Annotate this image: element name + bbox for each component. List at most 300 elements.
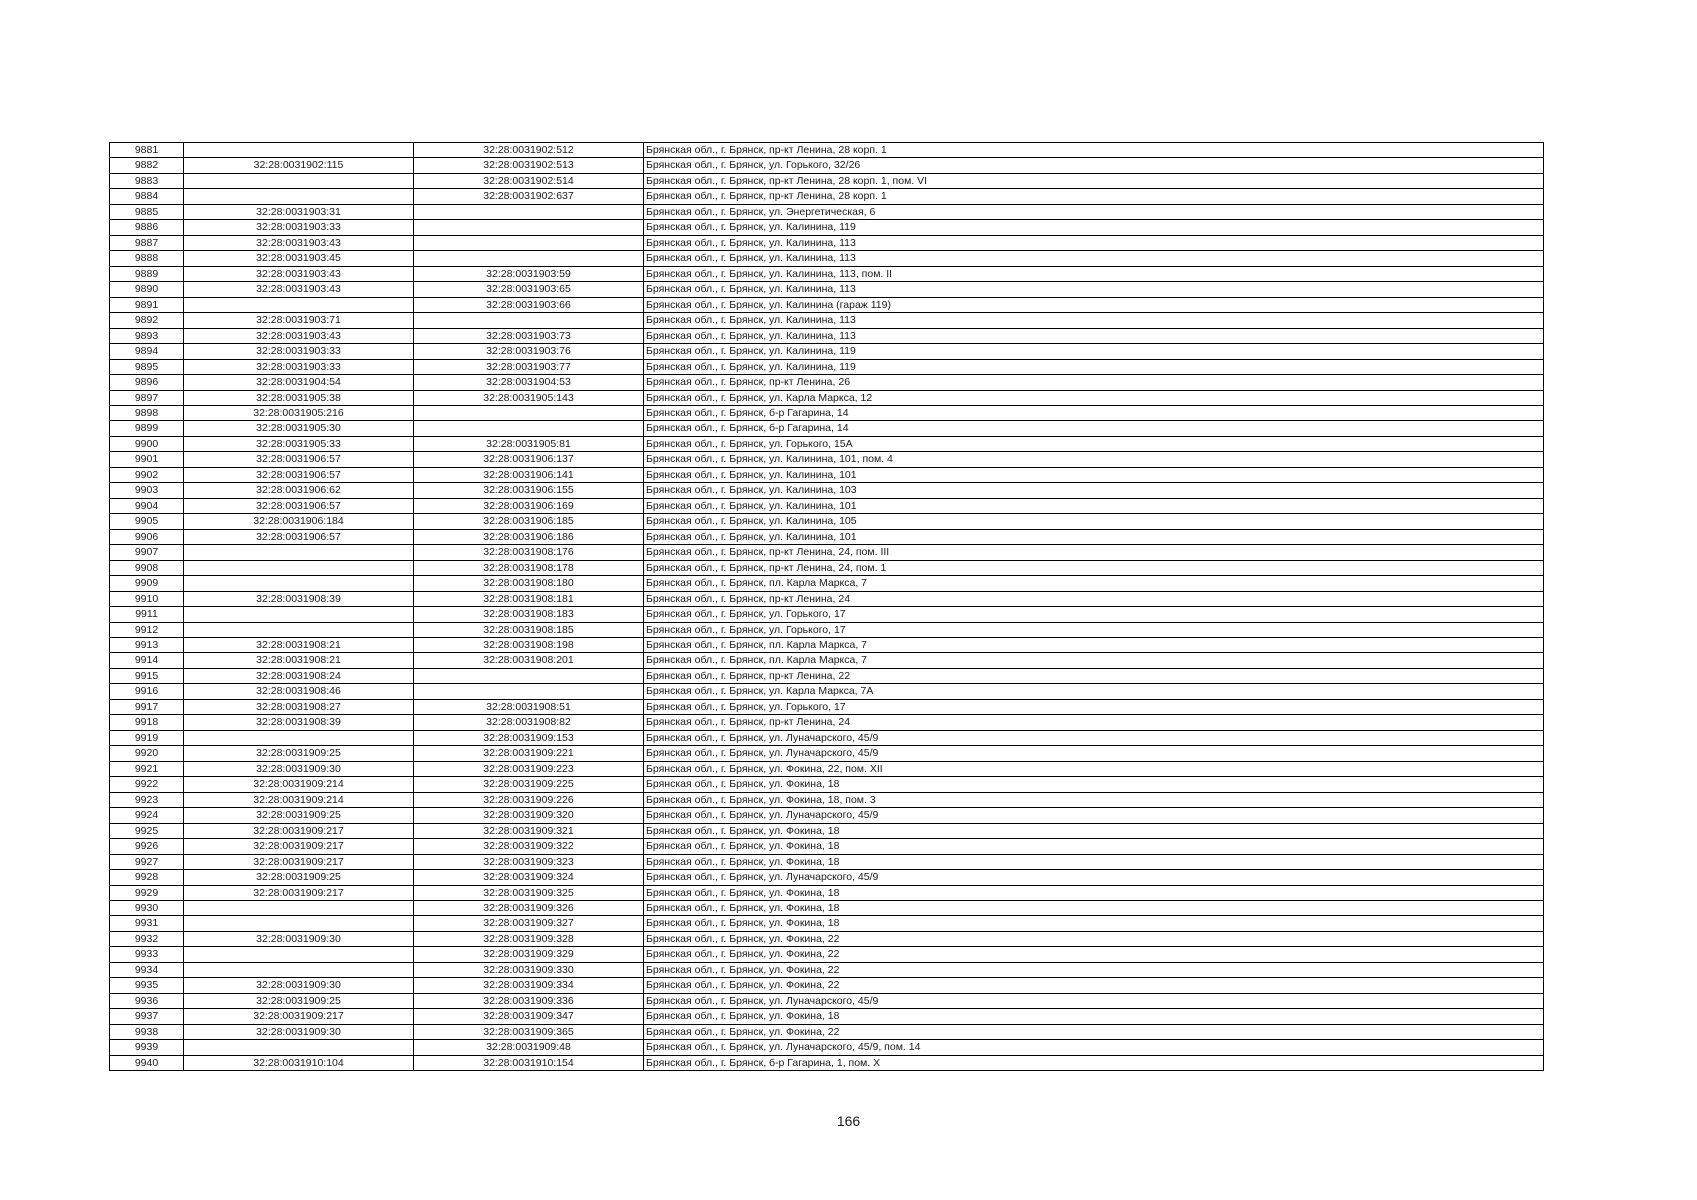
address-cell: Брянская обл., г. Брянск, ул. Калинина, 101 bbox=[644, 529, 1544, 544]
table-row bbox=[110, 344, 1544, 359]
land-cadastral-number-cell: 32:28:0031903:43 bbox=[184, 328, 414, 343]
table-row bbox=[110, 916, 1544, 931]
object-cadastral-number-cell bbox=[414, 405, 644, 420]
address-cell: Брянская обл., г. Брянск, ул. Калинина, 119 bbox=[644, 359, 1544, 374]
row-number-cell: 9935 bbox=[110, 978, 184, 993]
address-cell: Брянская обл., г. Брянск, ул. Фокина, 18 bbox=[644, 885, 1544, 900]
land-cadastral-number-cell: 32:28:0031909:30 bbox=[184, 1024, 414, 1039]
table-row bbox=[110, 143, 1544, 158]
land-cadastral-number-cell: 32:28:0031903:43 bbox=[184, 282, 414, 297]
address-cell: Брянская обл., г. Брянск, ул. Луначарского, 45/9 bbox=[644, 746, 1544, 761]
address-cell: Брянская обл., г. Брянск, ул. Энергетическая, 6 bbox=[644, 204, 1544, 219]
registry-table bbox=[109, 142, 1544, 1071]
object-cadastral-number-cell: 32:28:0031908:180 bbox=[414, 576, 644, 591]
land-cadastral-number-cell: 32:28:0031904:54 bbox=[184, 375, 414, 390]
row-number-cell: 9931 bbox=[110, 916, 184, 931]
row-number-cell: 9914 bbox=[110, 653, 184, 668]
address-cell: Брянская обл., г. Брянск, пл. Карла Маркса, 7 bbox=[644, 638, 1544, 653]
object-cadastral-number-cell: 32:28:0031908:51 bbox=[414, 699, 644, 714]
row-number-cell: 9923 bbox=[110, 792, 184, 807]
registry-table-body bbox=[110, 143, 1544, 1071]
table-row bbox=[110, 390, 1544, 405]
object-cadastral-number-cell: 32:28:0031908:185 bbox=[414, 622, 644, 637]
table-row bbox=[110, 684, 1544, 699]
land-cadastral-number-cell: 32:28:0031906:62 bbox=[184, 483, 414, 498]
object-cadastral-number-cell: 32:28:0031908:198 bbox=[414, 638, 644, 653]
table-row bbox=[110, 452, 1544, 467]
row-number-cell: 9919 bbox=[110, 730, 184, 745]
land-cadastral-number-cell: 32:28:0031908:39 bbox=[184, 591, 414, 606]
row-number-cell: 9915 bbox=[110, 668, 184, 683]
land-cadastral-number-cell: 32:28:0031906:57 bbox=[184, 452, 414, 467]
object-cadastral-number-cell: 32:28:0031909:223 bbox=[414, 761, 644, 776]
row-number-cell: 9891 bbox=[110, 297, 184, 312]
row-number-cell: 9911 bbox=[110, 607, 184, 622]
row-number-cell: 9926 bbox=[110, 839, 184, 854]
object-cadastral-number-cell: 32:28:0031909:347 bbox=[414, 1009, 644, 1024]
table-row bbox=[110, 777, 1544, 792]
table-row bbox=[110, 699, 1544, 714]
address-cell: Брянская обл., г. Брянск, ул. Калинина, 113 bbox=[644, 328, 1544, 343]
land-cadastral-number-cell bbox=[184, 560, 414, 575]
address-cell: Брянская обл., г. Брянск, пр-кт Ленина, 24 bbox=[644, 591, 1544, 606]
address-cell: Брянская обл., г. Брянск, пр-кт Ленина, 28 корп. 1 bbox=[644, 189, 1544, 204]
address-cell: Брянская обл., г. Брянск, ул. Фокина, 22 bbox=[644, 1024, 1544, 1039]
address-cell: Брянская обл., г. Брянск, ул. Фокина, 18 bbox=[644, 839, 1544, 854]
table-row bbox=[110, 839, 1544, 854]
table-row bbox=[110, 715, 1544, 730]
address-cell: Брянская обл., г. Брянск, ул. Калинина, 119 bbox=[644, 344, 1544, 359]
object-cadastral-number-cell: 32:28:0031909:322 bbox=[414, 839, 644, 854]
object-cadastral-number-cell: 32:28:0031909:329 bbox=[414, 947, 644, 962]
land-cadastral-number-cell: 32:28:0031905:33 bbox=[184, 436, 414, 451]
table-row bbox=[110, 313, 1544, 328]
table-row bbox=[110, 808, 1544, 823]
land-cadastral-number-cell: 32:28:0031910:104 bbox=[184, 1055, 414, 1070]
land-cadastral-number-cell: 32:28:0031905:216 bbox=[184, 405, 414, 420]
table-row bbox=[110, 1055, 1544, 1070]
row-number-cell: 9904 bbox=[110, 498, 184, 513]
row-number-cell: 9921 bbox=[110, 761, 184, 776]
address-cell: Брянская обл., г. Брянск, ул. Карла Маркса, 7А bbox=[644, 684, 1544, 699]
land-cadastral-number-cell: 32:28:0031908:27 bbox=[184, 699, 414, 714]
land-cadastral-number-cell: 32:28:0031909:217 bbox=[184, 854, 414, 869]
table-row bbox=[110, 1024, 1544, 1039]
table-row bbox=[110, 266, 1544, 281]
land-cadastral-number-cell bbox=[184, 962, 414, 977]
object-cadastral-number-cell: 32:28:0031909:365 bbox=[414, 1024, 644, 1039]
row-number-cell: 9902 bbox=[110, 467, 184, 482]
table-row bbox=[110, 653, 1544, 668]
table-row bbox=[110, 591, 1544, 606]
land-cadastral-number-cell bbox=[184, 607, 414, 622]
object-cadastral-number-cell: 32:28:0031906:186 bbox=[414, 529, 644, 544]
address-cell: Брянская обл., г. Брянск, ул. Фокина, 18, пом. 3 bbox=[644, 792, 1544, 807]
row-number-cell: 9893 bbox=[110, 328, 184, 343]
object-cadastral-number-cell bbox=[414, 251, 644, 266]
address-cell: Брянская обл., г. Брянск, ул. Горького, 17 bbox=[644, 607, 1544, 622]
row-number-cell: 9918 bbox=[110, 715, 184, 730]
object-cadastral-number-cell: 32:28:0031910:154 bbox=[414, 1055, 644, 1070]
object-cadastral-number-cell: 32:28:0031902:513 bbox=[414, 158, 644, 173]
address-cell: Брянская обл., г. Брянск, ул. Фокина, 22 bbox=[644, 931, 1544, 946]
land-cadastral-number-cell: 32:28:0031908:21 bbox=[184, 638, 414, 653]
land-cadastral-number-cell: 32:28:0031903:33 bbox=[184, 344, 414, 359]
object-cadastral-number-cell: 32:28:0031908:176 bbox=[414, 545, 644, 560]
row-number-cell: 9887 bbox=[110, 235, 184, 250]
table-row bbox=[110, 730, 1544, 745]
land-cadastral-number-cell bbox=[184, 916, 414, 931]
object-cadastral-number-cell: 32:28:0031909:153 bbox=[414, 730, 644, 745]
land-cadastral-number-cell bbox=[184, 900, 414, 915]
object-cadastral-number-cell bbox=[414, 235, 644, 250]
table-row bbox=[110, 467, 1544, 482]
land-cadastral-number-cell bbox=[184, 576, 414, 591]
table-row bbox=[110, 235, 1544, 250]
address-cell: Брянская обл., г. Брянск, пр-кт Ленина, 26 bbox=[644, 375, 1544, 390]
row-number-cell: 9908 bbox=[110, 560, 184, 575]
object-cadastral-number-cell: 32:28:0031903:59 bbox=[414, 266, 644, 281]
land-cadastral-number-cell: 32:28:0031906:57 bbox=[184, 467, 414, 482]
object-cadastral-number-cell: 32:28:0031902:637 bbox=[414, 189, 644, 204]
address-cell: Брянская обл., г. Брянск, б-р Гагарина, 14 bbox=[644, 421, 1544, 436]
row-number-cell: 9939 bbox=[110, 1040, 184, 1055]
table-row bbox=[110, 854, 1544, 869]
land-cadastral-number-cell bbox=[184, 947, 414, 962]
land-cadastral-number-cell: 32:28:0031905:38 bbox=[184, 390, 414, 405]
row-number-cell: 9910 bbox=[110, 591, 184, 606]
table-row bbox=[110, 622, 1544, 637]
table-row bbox=[110, 375, 1544, 390]
object-cadastral-number-cell: 32:28:0031909:221 bbox=[414, 746, 644, 761]
object-cadastral-number-cell: 32:28:0031906:185 bbox=[414, 514, 644, 529]
object-cadastral-number-cell: 32:28:0031905:81 bbox=[414, 436, 644, 451]
address-cell: Брянская обл., г. Брянск, ул. Калинина, 101 bbox=[644, 498, 1544, 513]
row-number-cell: 9885 bbox=[110, 204, 184, 219]
object-cadastral-number-cell: 32:28:0031909:324 bbox=[414, 870, 644, 885]
object-cadastral-number-cell: 32:28:0031908:178 bbox=[414, 560, 644, 575]
table-row bbox=[110, 421, 1544, 436]
row-number-cell: 9897 bbox=[110, 390, 184, 405]
row-number-cell: 9881 bbox=[110, 143, 184, 158]
object-cadastral-number-cell: 32:28:0031902:512 bbox=[414, 143, 644, 158]
address-cell: Брянская обл., г. Брянск, ул. Фокина, 22 bbox=[644, 947, 1544, 962]
row-number-cell: 9940 bbox=[110, 1055, 184, 1070]
address-cell: Брянская обл., г. Брянск, ул. Фокина, 18 bbox=[644, 916, 1544, 931]
land-cadastral-number-cell: 32:28:0031908:21 bbox=[184, 653, 414, 668]
row-number-cell: 9889 bbox=[110, 266, 184, 281]
row-number-cell: 9900 bbox=[110, 436, 184, 451]
row-number-cell: 9883 bbox=[110, 173, 184, 188]
address-cell: Брянская обл., г. Брянск, ул. Луначарского, 45/9, пом. 14 bbox=[644, 1040, 1544, 1055]
table-row bbox=[110, 761, 1544, 776]
land-cadastral-number-cell: 32:28:0031909:30 bbox=[184, 761, 414, 776]
address-cell: Брянская обл., г. Брянск, ул. Калинина, 119 bbox=[644, 220, 1544, 235]
address-cell: Брянская обл., г. Брянск, ул. Калинина, 113, пом. II bbox=[644, 266, 1544, 281]
table-row bbox=[110, 746, 1544, 761]
object-cadastral-number-cell: 32:28:0031906:155 bbox=[414, 483, 644, 498]
row-number-cell: 9906 bbox=[110, 529, 184, 544]
table-row bbox=[110, 498, 1544, 513]
address-cell: Брянская обл., г. Брянск, пр-кт Ленина, 24, пом. III bbox=[644, 545, 1544, 560]
land-cadastral-number-cell: 32:28:0031909:30 bbox=[184, 978, 414, 993]
table-row bbox=[110, 251, 1544, 266]
land-cadastral-number-cell: 32:28:0031909:214 bbox=[184, 777, 414, 792]
table-row bbox=[110, 1040, 1544, 1055]
object-cadastral-number-cell: 32:28:0031908:201 bbox=[414, 653, 644, 668]
table-row bbox=[110, 607, 1544, 622]
object-cadastral-number-cell: 32:28:0031909:330 bbox=[414, 962, 644, 977]
land-cadastral-number-cell bbox=[184, 173, 414, 188]
land-cadastral-number-cell: 32:28:0031906:184 bbox=[184, 514, 414, 529]
address-cell: Брянская обл., г. Брянск, ул. Калинина, 113 bbox=[644, 235, 1544, 250]
land-cadastral-number-cell bbox=[184, 143, 414, 158]
land-cadastral-number-cell: 32:28:0031909:30 bbox=[184, 931, 414, 946]
table-row bbox=[110, 885, 1544, 900]
address-cell: Брянская обл., г. Брянск, ул. Фокина, 18 bbox=[644, 777, 1544, 792]
address-cell: Брянская обл., г. Брянск, ул. Луначарского, 45/9 bbox=[644, 870, 1544, 885]
object-cadastral-number-cell: 32:28:0031908:183 bbox=[414, 607, 644, 622]
table-row bbox=[110, 220, 1544, 235]
object-cadastral-number-cell: 32:28:0031904:53 bbox=[414, 375, 644, 390]
row-number-cell: 9909 bbox=[110, 576, 184, 591]
row-number-cell: 9934 bbox=[110, 962, 184, 977]
row-number-cell: 9905 bbox=[110, 514, 184, 529]
land-cadastral-number-cell: 32:28:0031909:217 bbox=[184, 1009, 414, 1024]
land-cadastral-number-cell: 32:28:0031909:25 bbox=[184, 746, 414, 761]
object-cadastral-number-cell: 32:28:0031909:226 bbox=[414, 792, 644, 807]
address-cell: Брянская обл., г. Брянск, б-р Гагарина, 1, пом. X bbox=[644, 1055, 1544, 1070]
row-number-cell: 9903 bbox=[110, 483, 184, 498]
row-number-cell: 9920 bbox=[110, 746, 184, 761]
row-number-cell: 9917 bbox=[110, 699, 184, 714]
object-cadastral-number-cell: 32:28:0031903:76 bbox=[414, 344, 644, 359]
address-cell: Брянская обл., г. Брянск, ул. Калинина, 105 bbox=[644, 514, 1544, 529]
table-row bbox=[110, 359, 1544, 374]
table-row bbox=[110, 560, 1544, 575]
object-cadastral-number-cell: 32:28:0031909:334 bbox=[414, 978, 644, 993]
row-number-cell: 9930 bbox=[110, 900, 184, 915]
table-row bbox=[110, 947, 1544, 962]
object-cadastral-number-cell: 32:28:0031909:320 bbox=[414, 808, 644, 823]
table-row bbox=[110, 1009, 1544, 1024]
address-cell: Брянская обл., г. Брянск, ул. Горького, 15А bbox=[644, 436, 1544, 451]
address-cell: Брянская обл., г. Брянск, пр-кт Ленина, 22 bbox=[644, 668, 1544, 683]
land-cadastral-number-cell: 32:28:0031903:45 bbox=[184, 251, 414, 266]
row-number-cell: 9924 bbox=[110, 808, 184, 823]
object-cadastral-number-cell bbox=[414, 220, 644, 235]
land-cadastral-number-cell: 32:28:0031905:30 bbox=[184, 421, 414, 436]
object-cadastral-number-cell bbox=[414, 421, 644, 436]
table-row bbox=[110, 529, 1544, 544]
row-number-cell: 9886 bbox=[110, 220, 184, 235]
land-cadastral-number-cell: 32:28:0031903:31 bbox=[184, 204, 414, 219]
land-cadastral-number-cell: 32:28:0031903:33 bbox=[184, 359, 414, 374]
table-row bbox=[110, 328, 1544, 343]
object-cadastral-number-cell: 32:28:0031906:169 bbox=[414, 498, 644, 513]
table-row bbox=[110, 900, 1544, 915]
address-cell: Брянская обл., г. Брянск, ул. Луначарского, 45/9 bbox=[644, 993, 1544, 1008]
address-cell: Брянская обл., г. Брянск, ул. Горького, 17 bbox=[644, 699, 1544, 714]
table-row bbox=[110, 823, 1544, 838]
land-cadastral-number-cell: 32:28:0031909:25 bbox=[184, 993, 414, 1008]
row-number-cell: 9895 bbox=[110, 359, 184, 374]
row-number-cell: 9929 bbox=[110, 885, 184, 900]
row-number-cell: 9928 bbox=[110, 870, 184, 885]
row-number-cell: 9899 bbox=[110, 421, 184, 436]
address-cell: Брянская обл., г. Брянск, пл. Карла Маркса, 7 bbox=[644, 576, 1544, 591]
table-row bbox=[110, 962, 1544, 977]
table-row bbox=[110, 993, 1544, 1008]
table-row bbox=[110, 282, 1544, 297]
address-cell: Брянская обл., г. Брянск, ул. Калинина, 103 bbox=[644, 483, 1544, 498]
object-cadastral-number-cell: 32:28:0031909:326 bbox=[414, 900, 644, 915]
table-row bbox=[110, 173, 1544, 188]
land-cadastral-number-cell: 32:28:0031906:57 bbox=[184, 498, 414, 513]
object-cadastral-number-cell bbox=[414, 204, 644, 219]
address-cell: Брянская обл., г. Брянск, пр-кт Ленина, 24, пом. 1 bbox=[644, 560, 1544, 575]
land-cadastral-number-cell: 32:28:0031906:57 bbox=[184, 529, 414, 544]
table-row bbox=[110, 405, 1544, 420]
table-row bbox=[110, 978, 1544, 993]
object-cadastral-number-cell: 32:28:0031909:325 bbox=[414, 885, 644, 900]
address-cell: Брянская обл., г. Брянск, б-р Гагарина, 14 bbox=[644, 405, 1544, 420]
row-number-cell: 9936 bbox=[110, 993, 184, 1008]
table-row bbox=[110, 870, 1544, 885]
table-row bbox=[110, 576, 1544, 591]
land-cadastral-number-cell: 32:28:0031903:71 bbox=[184, 313, 414, 328]
table-row bbox=[110, 436, 1544, 451]
land-cadastral-number-cell: 32:28:0031908:24 bbox=[184, 668, 414, 683]
land-cadastral-number-cell: 32:28:0031903:43 bbox=[184, 235, 414, 250]
address-cell: Брянская обл., г. Брянск, ул. Карла Маркса, 12 bbox=[644, 390, 1544, 405]
table-row bbox=[110, 297, 1544, 312]
object-cadastral-number-cell bbox=[414, 668, 644, 683]
object-cadastral-number-cell: 32:28:0031909:225 bbox=[414, 777, 644, 792]
address-cell: Брянская обл., г. Брянск, ул. Луначарского, 45/9 bbox=[644, 808, 1544, 823]
row-number-cell: 9884 bbox=[110, 189, 184, 204]
row-number-cell: 9888 bbox=[110, 251, 184, 266]
object-cadastral-number-cell: 32:28:0031909:328 bbox=[414, 931, 644, 946]
row-number-cell: 9927 bbox=[110, 854, 184, 869]
address-cell: Брянская обл., г. Брянск, пр-кт Ленина, 28 корп. 1 bbox=[644, 143, 1544, 158]
address-cell: Брянская обл., г. Брянск, ул. Калинина, 113 bbox=[644, 313, 1544, 328]
address-cell: Брянская обл., г. Брянск, ул. Фокина, 18 bbox=[644, 823, 1544, 838]
row-number-cell: 9932 bbox=[110, 931, 184, 946]
address-cell: Брянская обл., г. Брянск, ул. Калинина (гараж 119) bbox=[644, 297, 1544, 312]
land-cadastral-number-cell: 32:28:0031902:115 bbox=[184, 158, 414, 173]
object-cadastral-number-cell: 32:28:0031908:181 bbox=[414, 591, 644, 606]
address-cell: Брянская обл., г. Брянск, ул. Горького, 17 bbox=[644, 622, 1544, 637]
object-cadastral-number-cell: 32:28:0031903:77 bbox=[414, 359, 644, 374]
object-cadastral-number-cell: 32:28:0031903:66 bbox=[414, 297, 644, 312]
address-cell: Брянская обл., г. Брянск, ул. Калинина, 101, пом. 4 bbox=[644, 452, 1544, 467]
row-number-cell: 9901 bbox=[110, 452, 184, 467]
land-cadastral-number-cell: 32:28:0031909:217 bbox=[184, 839, 414, 854]
object-cadastral-number-cell: 32:28:0031905:143 bbox=[414, 390, 644, 405]
address-cell: Брянская обл., г. Брянск, ул. Фокина, 18 bbox=[644, 900, 1544, 915]
row-number-cell: 9913 bbox=[110, 638, 184, 653]
row-number-cell: 9892 bbox=[110, 313, 184, 328]
table-row bbox=[110, 483, 1544, 498]
land-cadastral-number-cell bbox=[184, 545, 414, 560]
land-cadastral-number-cell: 32:28:0031909:217 bbox=[184, 885, 414, 900]
row-number-cell: 9907 bbox=[110, 545, 184, 560]
address-cell: Брянская обл., г. Брянск, ул. Калинина, 113 bbox=[644, 251, 1544, 266]
object-cadastral-number-cell: 32:28:0031909:48 bbox=[414, 1040, 644, 1055]
address-cell: Брянская обл., г. Брянск, ул. Калинина, 101 bbox=[644, 467, 1544, 482]
row-number-cell: 9916 bbox=[110, 684, 184, 699]
address-cell: Брянская обл., г. Брянск, ул. Горького, 32/26 bbox=[644, 158, 1544, 173]
table-row bbox=[110, 792, 1544, 807]
row-number-cell: 9933 bbox=[110, 947, 184, 962]
object-cadastral-number-cell: 32:28:0031908:82 bbox=[414, 715, 644, 730]
row-number-cell: 9882 bbox=[110, 158, 184, 173]
object-cadastral-number-cell: 32:28:0031909:321 bbox=[414, 823, 644, 838]
address-cell: Брянская обл., г. Брянск, ул. Фокина, 18 bbox=[644, 854, 1544, 869]
land-cadastral-number-cell: 32:28:0031909:25 bbox=[184, 870, 414, 885]
land-cadastral-number-cell: 32:28:0031903:43 bbox=[184, 266, 414, 281]
row-number-cell: 9896 bbox=[110, 375, 184, 390]
row-number-cell: 9922 bbox=[110, 777, 184, 792]
object-cadastral-number-cell: 32:28:0031903:73 bbox=[414, 328, 644, 343]
land-cadastral-number-cell bbox=[184, 622, 414, 637]
address-cell: Брянская обл., г. Брянск, ул. Фокина, 22, пом. XII bbox=[644, 761, 1544, 776]
object-cadastral-number-cell: 32:28:0031909:336 bbox=[414, 993, 644, 1008]
row-number-cell: 9898 bbox=[110, 405, 184, 420]
land-cadastral-number-cell: 32:28:0031909:25 bbox=[184, 808, 414, 823]
land-cadastral-number-cell: 32:28:0031909:214 bbox=[184, 792, 414, 807]
object-cadastral-number-cell: 32:28:0031902:514 bbox=[414, 173, 644, 188]
object-cadastral-number-cell: 32:28:0031906:137 bbox=[414, 452, 644, 467]
land-cadastral-number-cell bbox=[184, 189, 414, 204]
object-cadastral-number-cell: 32:28:0031903:65 bbox=[414, 282, 644, 297]
row-number-cell: 9894 bbox=[110, 344, 184, 359]
table-row bbox=[110, 931, 1544, 946]
land-cadastral-number-cell: 32:28:0031908:46 bbox=[184, 684, 414, 699]
address-cell: Брянская обл., г. Брянск, пр-кт Ленина, 24 bbox=[644, 715, 1544, 730]
address-cell: Брянская обл., г. Брянск, пл. Карла Маркса, 7 bbox=[644, 653, 1544, 668]
land-cadastral-number-cell: 32:28:0031903:33 bbox=[184, 220, 414, 235]
table-row bbox=[110, 514, 1544, 529]
land-cadastral-number-cell bbox=[184, 730, 414, 745]
row-number-cell: 9890 bbox=[110, 282, 184, 297]
row-number-cell: 9912 bbox=[110, 622, 184, 637]
object-cadastral-number-cell bbox=[414, 684, 644, 699]
address-cell: Брянская обл., г. Брянск, ул. Фокина, 22 bbox=[644, 962, 1544, 977]
land-cadastral-number-cell bbox=[184, 1040, 414, 1055]
land-cadastral-number-cell bbox=[184, 297, 414, 312]
land-cadastral-number-cell: 32:28:0031909:217 bbox=[184, 823, 414, 838]
address-cell: Брянская обл., г. Брянск, ул. Фокина, 22 bbox=[644, 978, 1544, 993]
table-row bbox=[110, 668, 1544, 683]
table-row bbox=[110, 189, 1544, 204]
address-cell: Брянская обл., г. Брянск, ул. Луначарского, 45/9 bbox=[644, 730, 1544, 745]
table-row bbox=[110, 158, 1544, 173]
page-number: 166 bbox=[836, 1113, 861, 1129]
row-number-cell: 9925 bbox=[110, 823, 184, 838]
land-cadastral-number-cell: 32:28:0031908:39 bbox=[184, 715, 414, 730]
address-cell: Брянская обл., г. Брянск, пр-кт Ленина, 28 корп. 1, пом. VI bbox=[644, 173, 1544, 188]
address-cell: Брянская обл., г. Брянск, ул. Калинина, 113 bbox=[644, 282, 1544, 297]
table-row bbox=[110, 545, 1544, 560]
object-cadastral-number-cell bbox=[414, 313, 644, 328]
table-row bbox=[110, 638, 1544, 653]
table-row bbox=[110, 204, 1544, 219]
object-cadastral-number-cell: 32:28:0031909:323 bbox=[414, 854, 644, 869]
object-cadastral-number-cell: 32:28:0031909:327 bbox=[414, 916, 644, 931]
row-number-cell: 9937 bbox=[110, 1009, 184, 1024]
